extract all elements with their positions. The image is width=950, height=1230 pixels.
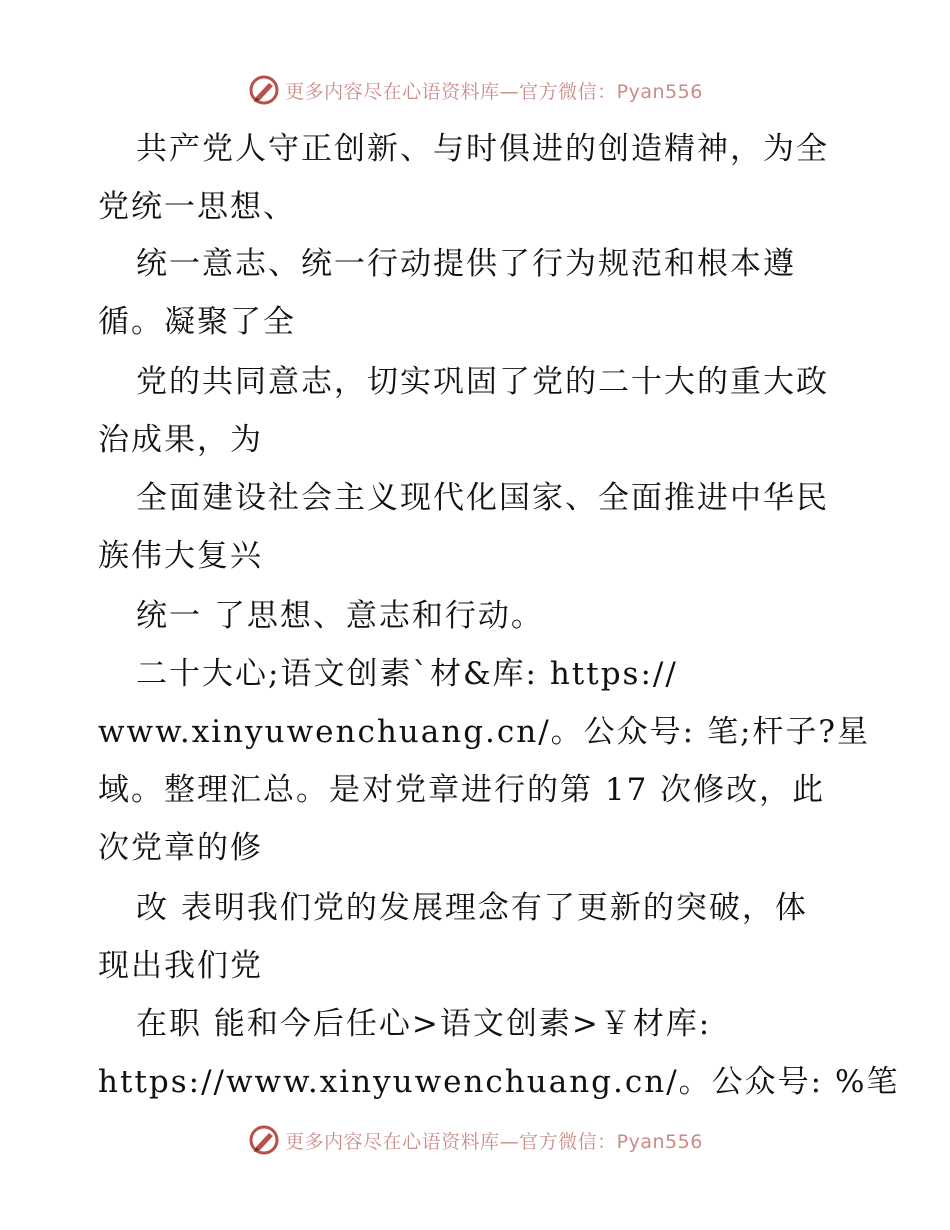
body-line: 族伟大复兴 <box>98 538 263 574</box>
watermark-text: 更多内容尽在心语资料库—官方微信：Pyan556 <box>285 1130 703 1153</box>
pen-logo-icon <box>247 73 281 107</box>
body-line: 二十大心;语文创素`材&库: https:// <box>136 656 678 692</box>
body-line: 全面建设社会主义现代化国家、全面推进中华民 <box>136 480 829 516</box>
body-line: www.xinyuwenchuang.cn/。公众号: 笔;杆子?星 <box>98 714 871 750</box>
footer-watermark <box>0 1120 950 1160</box>
body-line: 改 表明我们党的发展理念有了更新的突破，体 <box>136 890 808 926</box>
body-line: 统一 了思想、意志和行动。 <box>136 598 544 634</box>
watermark-text: 更多内容尽在心语资料库—官方微信：Pyan556 <box>285 80 703 103</box>
body-line: 次党章的修 <box>98 830 263 866</box>
body-line: 现出我们党 <box>98 948 263 984</box>
body-line: 治成果，为 <box>98 422 263 458</box>
body-line: 统一意志、统一行动提供了行为规范和根本遵 <box>136 246 796 282</box>
body-line: 循。凝聚了全 <box>98 304 296 340</box>
body-line: https://www.xinyuwenchuang.cn/。公众号: %笔 <box>98 1064 900 1100</box>
pen-logo-icon <box>247 1123 281 1157</box>
body-line: 党的共同意志，切实巩固了党的二十大的重大政 <box>136 364 829 400</box>
body-line: 党统一思想、 <box>98 189 296 225</box>
body-line: 共产党人守正创新、与时俱进的创造精神，为全 <box>136 131 829 167</box>
body-line: 域。整理汇总。是对党章进行的第 17 次修改，此 <box>98 772 826 808</box>
body-line: 在职 能和今后任心>语文创素>￥材库: <box>136 1006 712 1042</box>
header-watermark <box>0 70 950 110</box>
